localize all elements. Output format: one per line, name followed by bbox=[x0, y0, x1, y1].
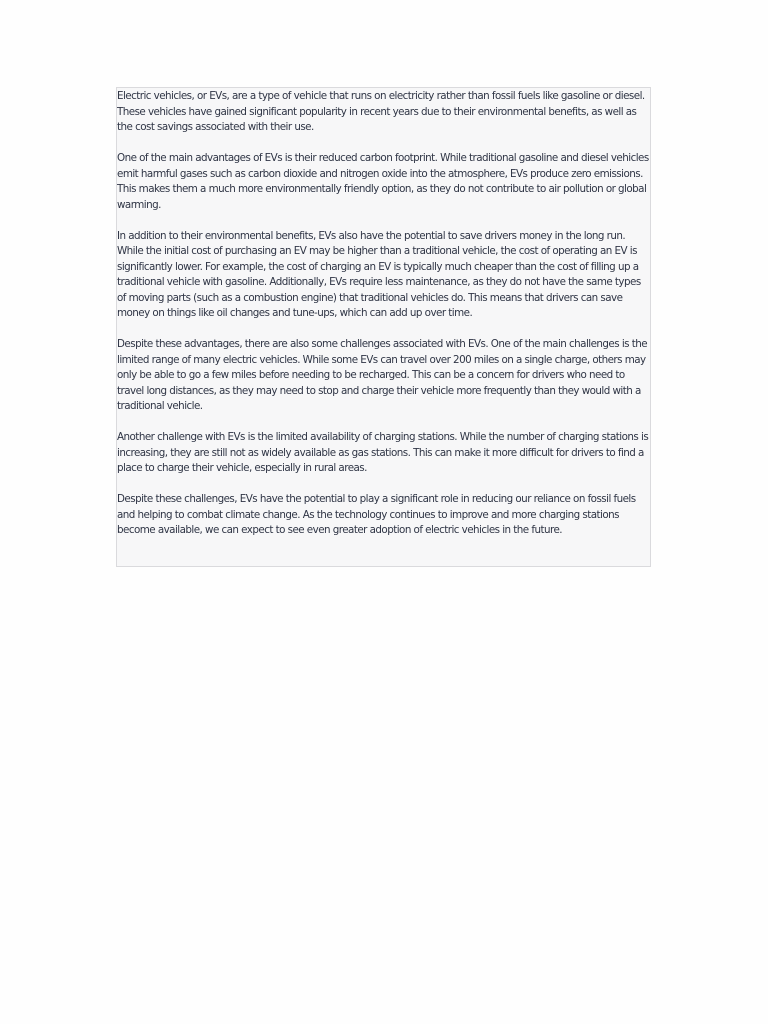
paragraph-charging-stations: Another challenge with EVs is the limited availability of charging stations. While the number of charging stations is increasing, they are still not as widely available as gas stations. This can make it more difficult for drivers to find a place to charge their vehicle, especially in rural areas. bbox=[117, 431, 649, 474]
paragraph-intro: Electric vehicles, or EVs, are a type of vehicle that runs on electricity rather than fossil fuels like gasoline or diesel. These vehicles have gained significant popularity in recent years due to their environmental benefits, as well as the cost savings associated with their use. bbox=[117, 90, 645, 133]
paragraph-conclusion: Despite these challenges, EVs have the potential to play a significant role in reducing our reliance on fossil fuels and helping to combat climate change. As the technology continues to improve and more charging stations become available, we can expect to see even greater adoption of electric vehicles in the future. bbox=[117, 493, 636, 536]
paragraph-cost-savings: In addition to their environmental benefits, EVs also have the potential to save drivers money in the long run. While the initial cost of purchasing an EV may be higher than a traditional vehicle, the cost of operating an EV is significantly lower. For example, the cost of charging an EV is typically much cheaper than the cost of filling up a traditional vehicle with gasoline. Additionally, EVs require less maintenance, as they do not have the same types of moving parts (such as a combustion engine) that traditional vehicles do. This means that drivers can save money on things like oil changes and tune-ups, which can add up over time. bbox=[117, 229, 641, 319]
document-text-box bbox=[116, 87, 651, 567]
paragraph-carbon-footprint: One of the main advantages of EVs is their reduced carbon footprint. While traditional gasoline and diesel vehicles emit harmful gases such as carbon dioxide and nitrogen oxide into the atmosphere, EVs produce zero emissions. This makes them a much more environmentally friendly option, as they do not contribute to air pollution or global warming. bbox=[117, 152, 649, 211]
paragraph-range-challenge: Despite these advantages, there are also some challenges associated with EVs. One of the main challenges is the limited range of many electric vehicles. While some EVs can travel over 200 miles on a single charge, others may only be able to go a few miles before needing to be recharged. This can be a concern for drivers who need to travel long distances, as they may need to stop and charge their vehicle more frequently than they would with a traditional vehicle. bbox=[117, 338, 648, 412]
